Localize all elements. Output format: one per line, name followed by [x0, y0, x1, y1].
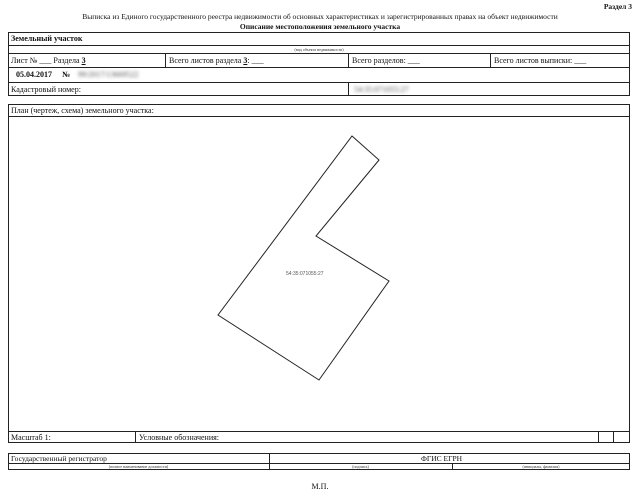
- divider: [613, 431, 614, 443]
- system-label: ФГИС ЕГРН: [420, 454, 463, 463]
- plan-label: План (чертеж, схема) земельного участка:: [11, 106, 154, 115]
- scale-label: Масштаб 1:: [11, 433, 51, 442]
- divider: [598, 431, 599, 443]
- extract-number: 99/2017/13669522: [78, 70, 139, 79]
- registrar-label: Государственный регистратор: [11, 454, 107, 463]
- stamp-label: М.П.: [311, 482, 329, 491]
- extract-date: 05.04.2017: [16, 70, 52, 79]
- object-type-caption: (вид объекта недвижимости): [294, 47, 344, 52]
- document-title: Выписка из Единого государственного реестра недвижимости об основных характеристиках и зарегистрированных правах на объект недвижимости: [82, 12, 558, 21]
- parcel-outline: [218, 136, 389, 380]
- sheet-section-number: 3: [81, 56, 86, 65]
- number-sign: №: [62, 70, 71, 79]
- divider: [135, 431, 136, 443]
- total-sheets-suffix: : ___: [247, 56, 264, 65]
- caption-name: (инициалы, фамилия): [522, 464, 560, 469]
- document-subtitle: Описание местоположения земельного участка: [239, 22, 401, 31]
- caption-signature: (подпись): [352, 464, 369, 469]
- total-sections: Всего разделов: ___: [352, 56, 420, 65]
- total-extract-sheets: Всего листов выписки: ___: [494, 56, 587, 65]
- divider: [8, 431, 630, 432]
- caption-position: (полное наименование должности): [108, 464, 169, 469]
- section-label: Раздел 3: [603, 2, 632, 11]
- cadastral-number: 54:35:071055:27: [354, 85, 409, 94]
- total-sheets-number: 3: [243, 56, 248, 65]
- parcel-label: 54:35:071055:27: [286, 271, 324, 277]
- object-type: Земельный участок: [11, 34, 83, 43]
- total-sheets-label: Всего листов раздела: [169, 56, 242, 65]
- sheet-number-label: Лист № ___ Раздела: [11, 56, 80, 65]
- cadastral-label: Кадастровый номер:: [11, 85, 81, 94]
- legend-label: Условные обозначения:: [139, 433, 220, 442]
